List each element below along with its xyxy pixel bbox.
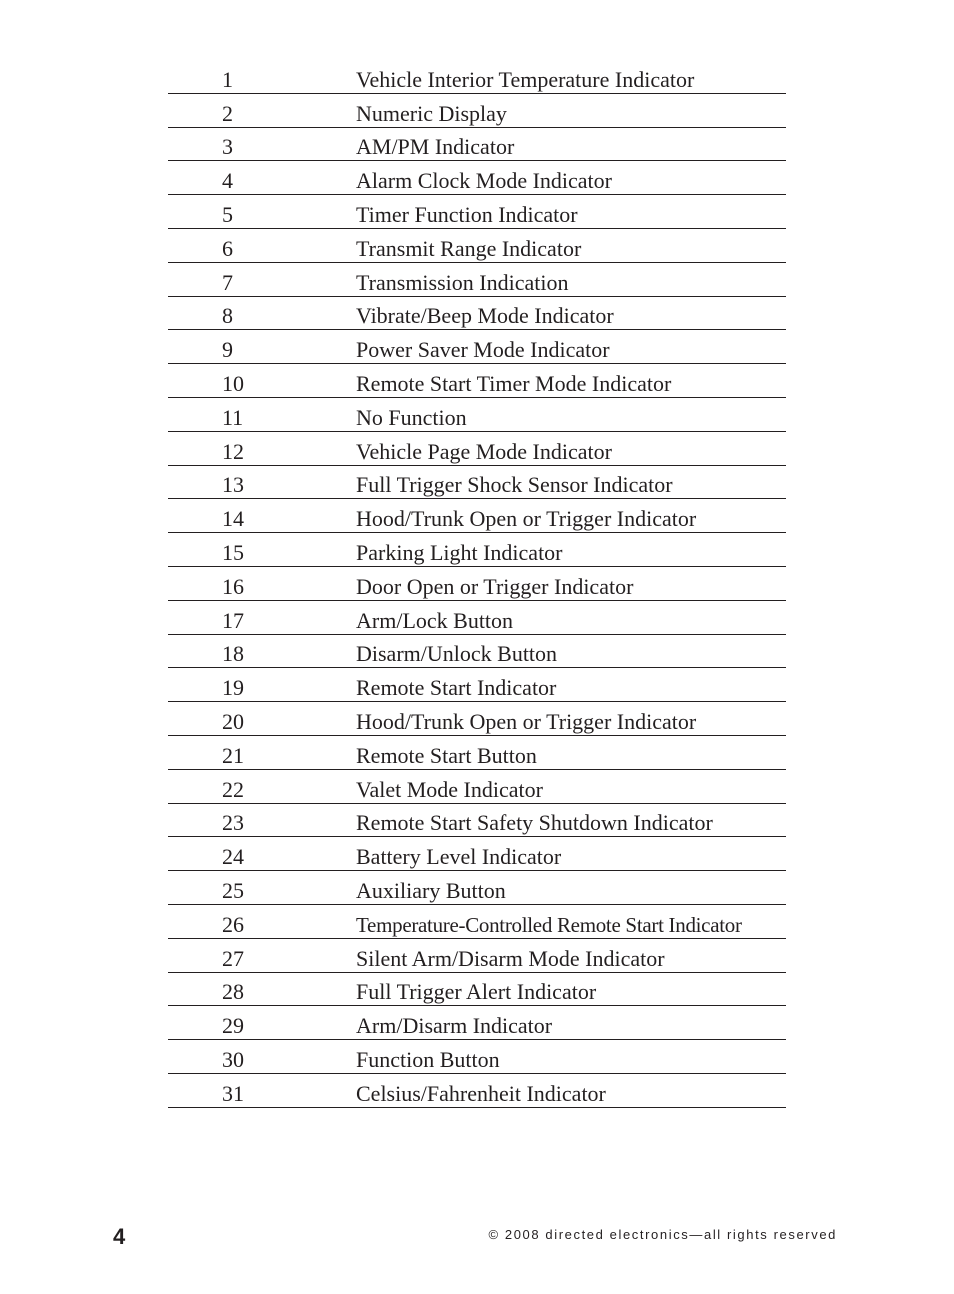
legend-row — [168, 229, 786, 263]
legend-number: 20 — [222, 708, 244, 734]
legend-label: Power Saver Mode Indicator — [356, 337, 610, 363]
copyright-notice: © 2008 directed electronics—all rights reserved — [488, 1227, 837, 1242]
legend-row — [168, 939, 786, 973]
legend-row — [168, 1074, 786, 1108]
legend-row — [168, 1006, 786, 1040]
legend-row — [168, 601, 786, 635]
legend-number: 2 — [222, 100, 233, 126]
legend-label: Hood/Trunk Open or Trigger Indicator — [356, 506, 697, 532]
legend-label: Transmit Range Indicator — [356, 235, 582, 261]
legend-row — [168, 702, 786, 736]
legend-row — [168, 263, 786, 297]
legend-row — [168, 973, 786, 1007]
legend-label: Arm/Lock Button — [356, 607, 514, 633]
legend-row — [168, 668, 786, 702]
legend-label: Full Trigger Alert Indicator — [356, 979, 597, 1005]
legend-label: Hood/Trunk Open or Trigger Indicator — [356, 708, 697, 734]
legend-number: 18 — [222, 641, 244, 667]
legend-label: Vehicle Interior Temperature Indicator — [356, 66, 695, 92]
legend-label: Remote Start Indicator — [356, 675, 557, 701]
legend-row — [168, 94, 786, 128]
legend-label: Auxiliary Button — [356, 877, 506, 903]
legend-number: 1 — [222, 66, 233, 92]
legend-label: Parking Light Indicator — [356, 539, 563, 565]
legend-row — [168, 297, 786, 331]
legend-number: 13 — [222, 472, 244, 498]
legend-label: Celsius/Fahrenheit Indicator — [356, 1080, 606, 1106]
legend-number: 8 — [222, 303, 233, 329]
legend-number: 5 — [222, 201, 233, 227]
legend-row — [168, 466, 786, 500]
legend-number: 9 — [222, 337, 233, 363]
legend-number: 21 — [222, 742, 244, 768]
legend-label: Remote Start Timer Mode Indicator — [356, 370, 672, 396]
legend-label: Vehicle Page Mode Indicator — [356, 438, 612, 464]
legend-number: 12 — [222, 438, 244, 464]
legend-row — [168, 533, 786, 567]
legend-label: Temperature-Controlled Remote Start Indicator — [356, 912, 742, 937]
legend-number: 26 — [222, 911, 244, 937]
legend-label: Full Trigger Shock Sensor Indicator — [356, 472, 673, 498]
legend-number: 29 — [222, 1013, 244, 1039]
legend-number: 30 — [222, 1046, 244, 1072]
legend-row — [168, 770, 786, 804]
legend-label: Function Button — [356, 1046, 500, 1072]
legend-row — [168, 736, 786, 770]
legend-row — [168, 161, 786, 195]
legend-label: Numeric Display — [356, 100, 507, 126]
legend-label: Door Open or Trigger Indicator — [356, 573, 634, 599]
legend-row — [168, 432, 786, 466]
legend-number: 31 — [222, 1080, 244, 1106]
legend-row — [168, 128, 786, 162]
legend-row — [168, 567, 786, 601]
legend-number: 17 — [222, 607, 244, 633]
legend-number: 27 — [222, 945, 244, 971]
legend-number: 11 — [222, 404, 244, 430]
legend-row — [168, 398, 786, 432]
legend-number: 23 — [222, 810, 244, 836]
legend-label: Remote Start Button — [356, 742, 537, 768]
legend-number: 24 — [222, 844, 244, 870]
legend-label: Disarm/Unlock Button — [356, 641, 558, 667]
legend-label: Alarm Clock Mode Indicator — [356, 168, 612, 194]
legend-number: 6 — [222, 235, 233, 261]
legend-row — [168, 905, 786, 939]
legend-number: 7 — [222, 269, 233, 295]
legend-number: 3 — [222, 134, 233, 160]
legend-label: Timer Function Indicator — [356, 201, 578, 227]
legend-row — [168, 364, 786, 398]
legend-number: 4 — [222, 168, 233, 194]
legend-number: 15 — [222, 539, 244, 565]
page-number: 4 — [113, 1224, 126, 1249]
legend-label: Remote Start Safety Shutdown Indicator — [356, 810, 713, 836]
legend-label: AM/PM Indicator — [356, 134, 515, 160]
legend-number: 10 — [222, 370, 244, 396]
legend-number: 16 — [222, 573, 244, 599]
legend-row — [168, 837, 786, 871]
legend-row — [168, 804, 786, 838]
legend-table — [168, 60, 786, 1108]
legend-label: No Function — [356, 404, 467, 430]
legend-number: 22 — [222, 776, 244, 802]
legend-label: Transmission Indication — [356, 269, 569, 295]
legend-label: Vibrate/Beep Mode Indicator — [356, 303, 614, 329]
legend-label: Silent Arm/Disarm Mode Indicator — [356, 945, 665, 971]
legend-number: 25 — [222, 877, 244, 903]
legend-row — [168, 1040, 786, 1074]
legend-row — [168, 330, 786, 364]
legend-row — [168, 871, 786, 905]
legend-row — [168, 195, 786, 229]
legend-number: 28 — [222, 979, 244, 1005]
legend-label: Valet Mode Indicator — [356, 776, 543, 802]
legend-row — [168, 635, 786, 669]
legend-row — [168, 499, 786, 533]
legend-row — [168, 60, 786, 94]
legend-label: Arm/Disarm Indicator — [356, 1013, 553, 1039]
legend-number: 14 — [222, 506, 244, 532]
legend-number: 19 — [222, 675, 244, 701]
legend-label: Battery Level Indicator — [356, 844, 562, 870]
